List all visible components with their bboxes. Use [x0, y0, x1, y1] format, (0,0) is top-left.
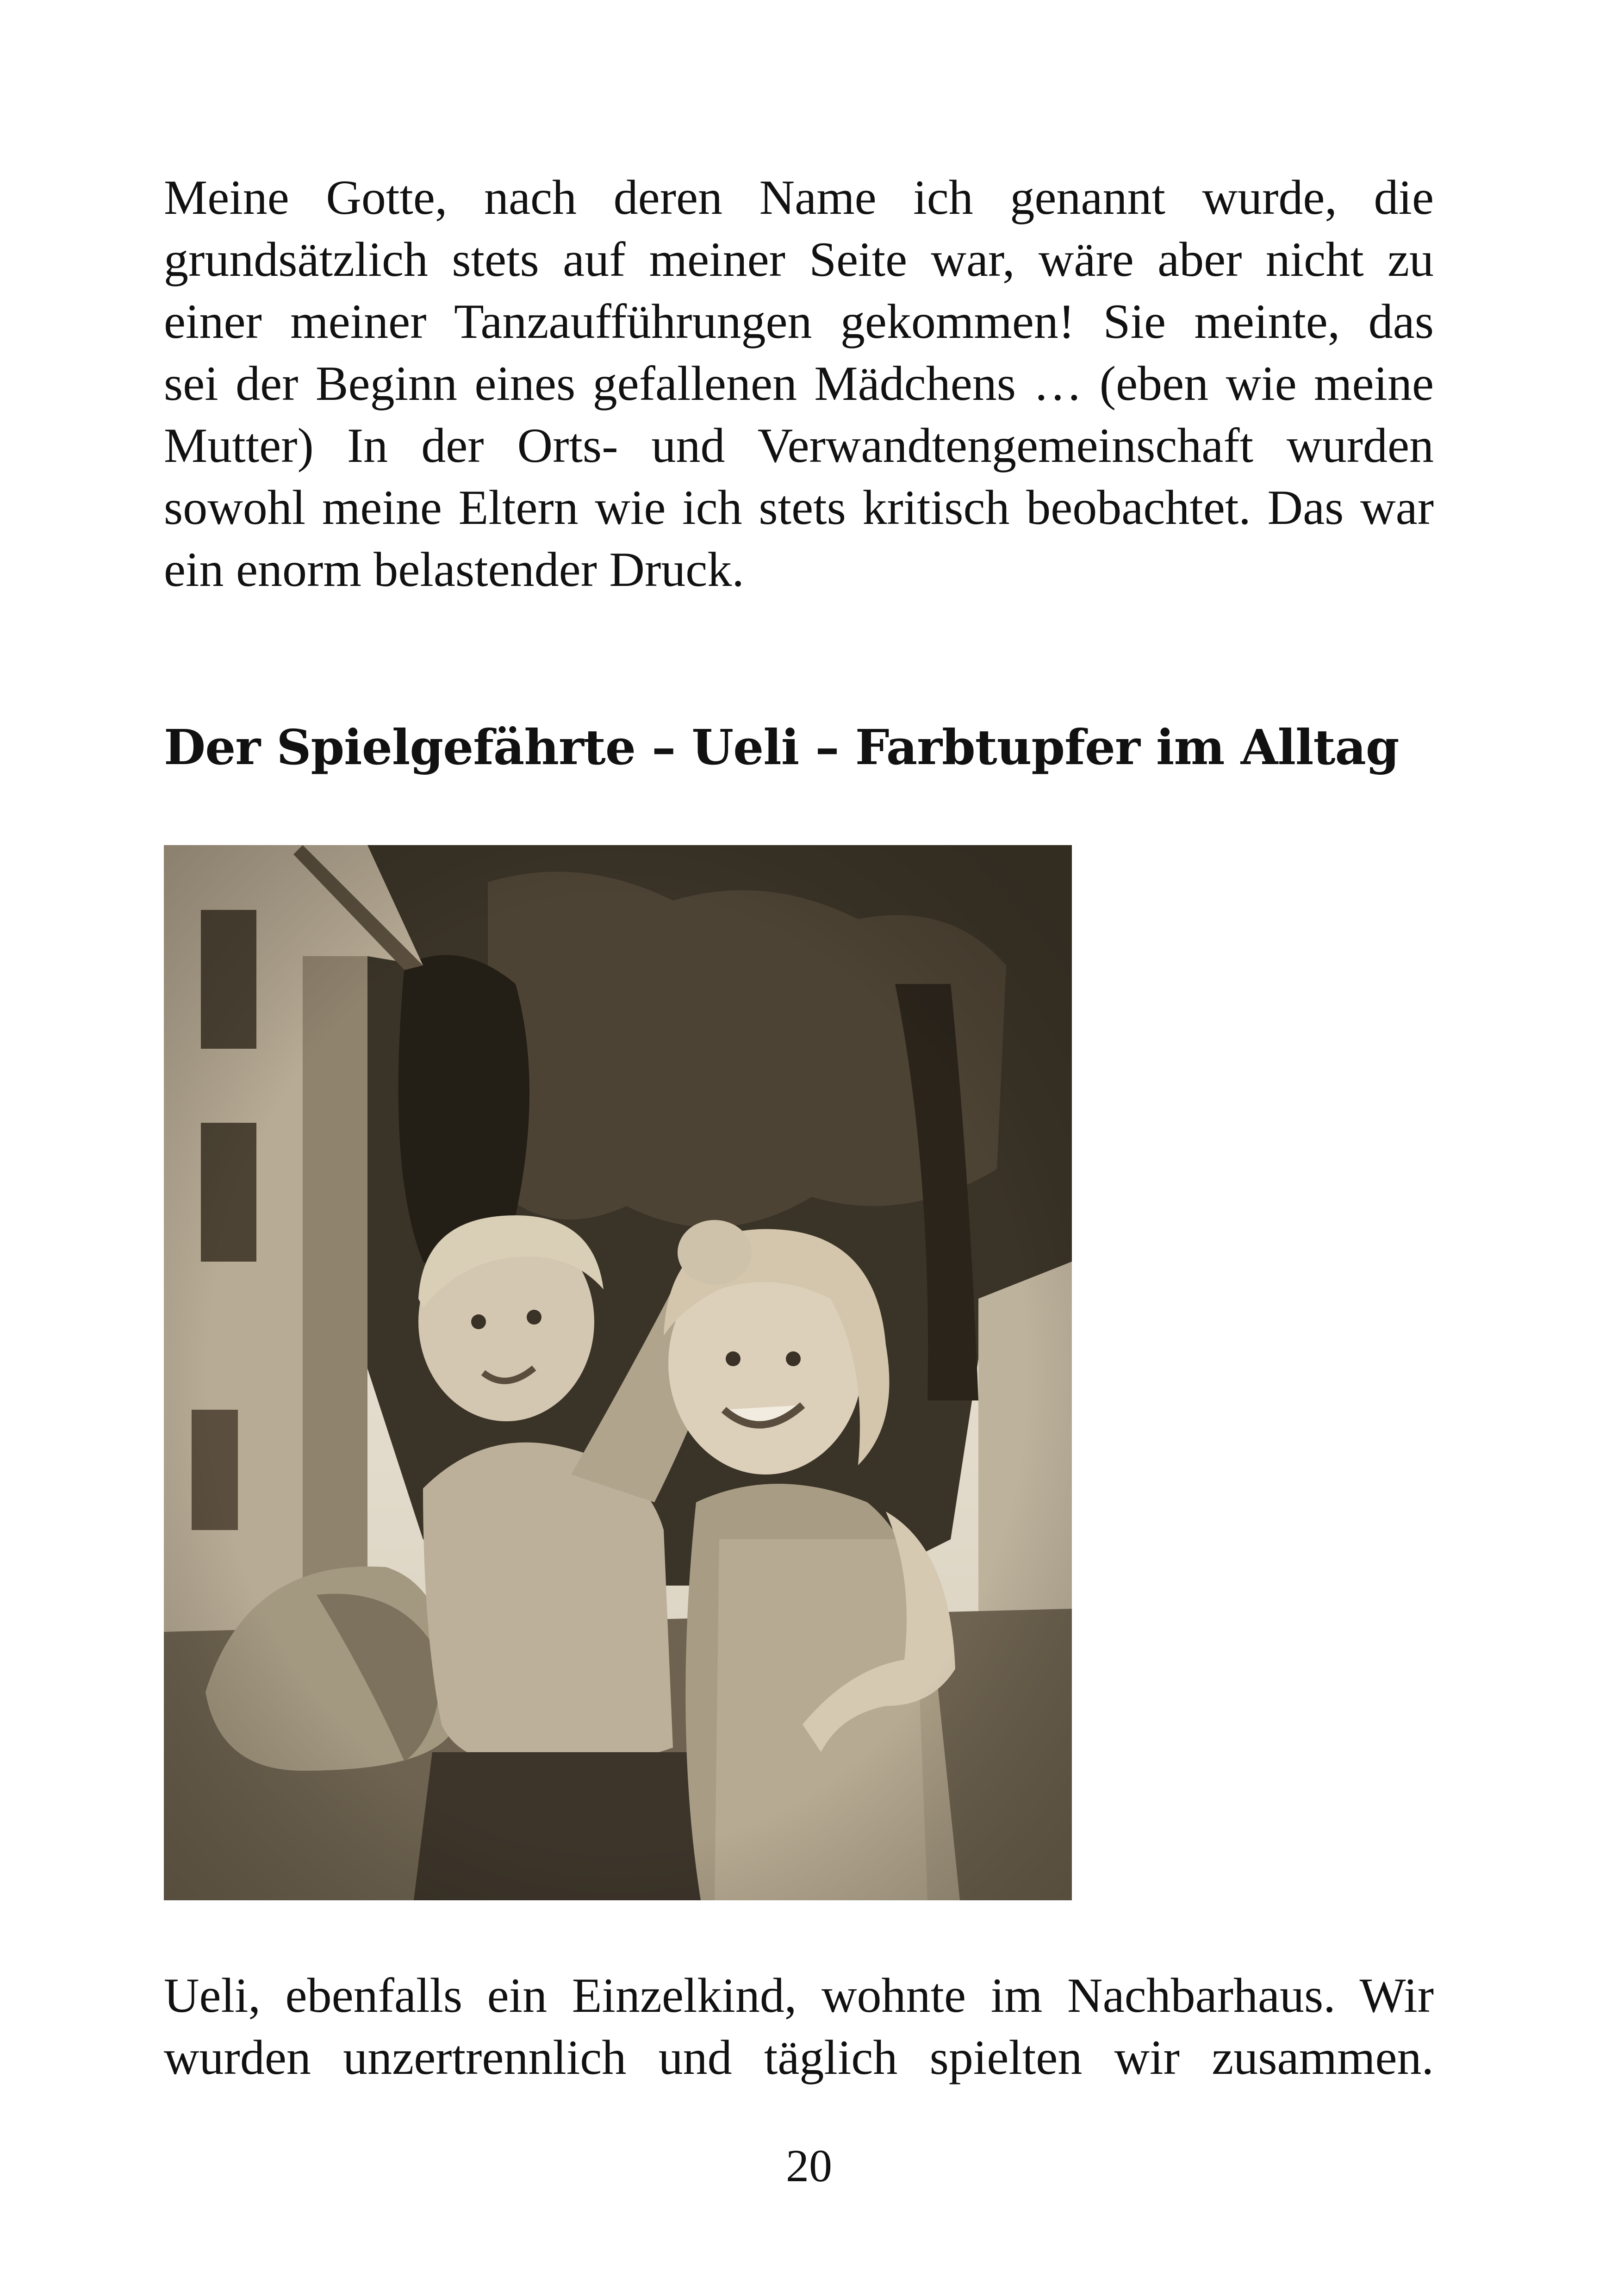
photo-vignette: [164, 845, 1072, 1900]
paragraph-line: grundsätzlich stets auf meiner Seite war, wäre aber nicht zu: [164, 232, 1434, 286]
paragraph-line: Mutter) In der Orts- und Verwandtengemeinschaft wurden: [164, 418, 1434, 473]
paragraph-line: sowohl meine Eltern wie ich stets kritisch beobachtet. Das war: [164, 480, 1434, 535]
paragraph-line: ein enorm belastender Druck.: [164, 542, 744, 597]
paragraph-line: sei der Beginn eines gefallenen Mädchens … (eben wie meine: [164, 356, 1434, 411]
photo-illustration: [164, 845, 1072, 1900]
paragraph-line: Meine Gotte, nach deren Name ich genannt wurde, die: [164, 170, 1434, 224]
ueli-paragraph: [164, 1965, 1434, 2089]
paragraph-line: wurden unzertrennlich und täglich spielten wir zusammen.: [164, 2030, 1434, 2084]
paragraph-line: Ueli, ebenfalls ein Einzelkind, wohnte im Nachbarhaus. Wir: [164, 1968, 1434, 2022]
sepia-photo-two-children: [164, 845, 1072, 1900]
section-heading: Der Spielgefährte – Ueli – Farbtupfer im Alltag: [164, 719, 1399, 776]
page-number: 20: [786, 2140, 832, 2191]
paragraph-line: einer meiner Tanzaufführungen gekommen! Sie meinte, das: [164, 294, 1434, 348]
intro-paragraph: [164, 167, 1434, 601]
